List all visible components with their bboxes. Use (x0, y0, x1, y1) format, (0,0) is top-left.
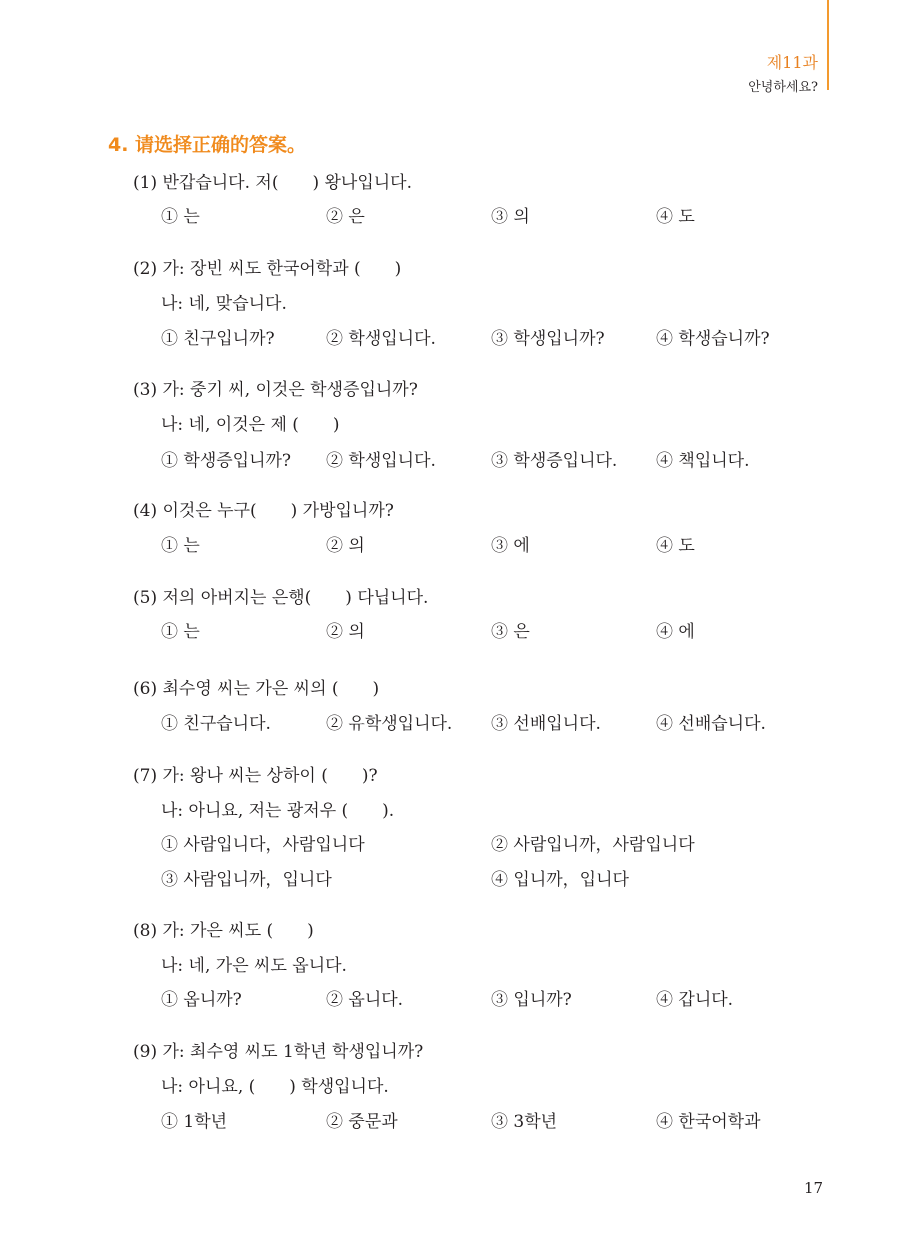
option-1[interactable]: ① 학생증입니까? (161, 451, 292, 471)
option-2[interactable]: ② 의 (326, 622, 365, 642)
option-4[interactable]: ④ 선배습니다. (656, 714, 766, 734)
option-3[interactable]: ③ 입니까? (491, 990, 572, 1010)
question-stem: (6) 최수영 씨는 가은 씨의 ( ) (133, 679, 380, 699)
option-1[interactable]: ① 친구입니까? (161, 329, 275, 349)
question-reply: 나: 아니요, 저는 광저우 ( ). (161, 801, 395, 821)
option-4[interactable]: ④ 도 (656, 207, 695, 227)
option-1[interactable]: ① 는 (161, 622, 200, 642)
option-2[interactable]: ② 의 (326, 536, 365, 556)
option-2[interactable]: ② 학생입니다. (326, 329, 436, 349)
lesson-number: 제11과 (766, 53, 818, 72)
question-stem: (5) 저의 아버지는 은행( ) 다닙니다. (133, 588, 429, 608)
option-3[interactable]: ③ 3학년 (491, 1112, 558, 1132)
option-3[interactable]: ③ 선배입니다. (491, 714, 601, 734)
option-4[interactable]: ④ 도 (656, 536, 695, 556)
option-2[interactable]: ② 학생입니다. (326, 451, 436, 471)
option-3[interactable]: ③ 학생증입니다. (491, 451, 618, 471)
option-1[interactable]: ① 옵니까? (161, 990, 242, 1010)
option-4[interactable]: ④ 에 (656, 622, 695, 642)
question-stem: (2) 가: 장빈 씨도 한국어학과 ( ) (133, 259, 402, 279)
option-3[interactable]: ③ 은 (491, 622, 530, 642)
question-stem: (3) 가: 중기 씨, 이것은 학생증입니까? (133, 380, 418, 400)
question-reply: 나: 네, 가은 씨도 옵니다. (161, 956, 347, 976)
option-1[interactable]: ① 친구습니다. (161, 714, 271, 734)
page-number: 17 (804, 1179, 824, 1197)
option-1[interactable]: ① 사람입니다，사람입니다 (161, 835, 365, 855)
option-2[interactable]: ② 은 (326, 207, 365, 227)
option-3[interactable]: ③ 학생입니까? (491, 329, 605, 349)
option-1[interactable]: ① 1학년 (161, 1112, 228, 1132)
option-4[interactable]: ④ 한국어학과 (656, 1112, 761, 1132)
option-2[interactable]: ② 중문과 (326, 1112, 398, 1132)
question-stem: (1) 반갑습니다. 저( ) 왕나입니다. (133, 173, 413, 193)
option-2[interactable]: ② 유학생입니다. (326, 714, 453, 734)
question-stem: (4) 이것은 누구( ) 가방입니까? (133, 501, 394, 521)
question-stem: (8) 가: 가은 씨도 ( ) (133, 921, 314, 941)
option-4[interactable]: ④ 책입니다. (656, 451, 750, 471)
option-3[interactable]: ③ 사람입니까，입니다 (161, 870, 332, 890)
header-rule (827, 0, 829, 90)
option-4[interactable]: ④ 갑니다. (656, 990, 734, 1010)
option-2[interactable]: ② 옵니다. (326, 990, 404, 1010)
option-2[interactable]: ② 사람입니까，사람입니다 (491, 835, 695, 855)
question-reply: 나: 네, 이것은 제 ( ) (161, 415, 340, 435)
lesson-title: 안녕하세요? (748, 80, 818, 95)
section-title: 4. 请选择正确的答案。 (108, 134, 307, 156)
option-3[interactable]: ③ 에 (491, 536, 530, 556)
question-stem: (9) 가: 최수영 씨도 1학년 학생입니까? (133, 1042, 424, 1062)
question-reply: 나: 네, 맞습니다. (161, 294, 287, 314)
option-1[interactable]: ① 는 (161, 536, 200, 556)
option-4[interactable]: ④ 입니까，입니다 (491, 870, 629, 890)
option-1[interactable]: ① 는 (161, 207, 200, 227)
option-4[interactable]: ④ 학생습니까? (656, 329, 770, 349)
question-stem: (7) 가: 왕나 씨는 상하이 ( )? (133, 766, 378, 786)
question-reply: 나: 아니요, ( ) 학생입니다. (161, 1077, 389, 1097)
option-3[interactable]: ③ 의 (491, 207, 530, 227)
